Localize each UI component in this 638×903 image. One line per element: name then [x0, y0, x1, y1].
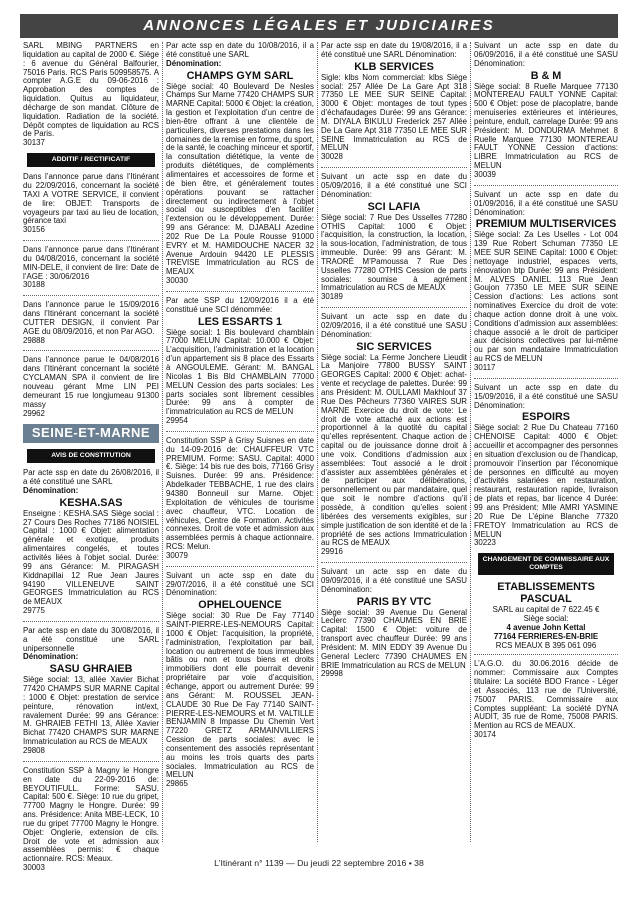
notice-ref: 29775 — [23, 606, 45, 616]
column-4 — [471, 40, 621, 848]
notice-ref: 30156 — [23, 225, 45, 235]
notice-body: Siège social: 39 Avenue Du General Leclerc 77390 CHAUMES EN BRIE Capital: 1500 € Objet: voiture de transport avec chauffeur Durée: 99 ans Président: M. MIN EDDY 39 Avenue Du General Leclerc 77390 CHAUMES EN BRIE Immatriculation au RCS de MELUN — [321, 607, 467, 670]
notice-ref: 30137 — [23, 138, 45, 148]
notice-ref: 30003 — [23, 863, 45, 873]
notice-ref: 29954 — [166, 416, 188, 426]
notice-etablissements-pascual — [474, 581, 618, 740]
company-name: ESPOIRS — [521, 411, 570, 424]
notice-premium-multiservices — [474, 191, 618, 373]
notice-intro: Par acte ssp en date du 10/08/2016, il a été constitué une SARL — [166, 41, 314, 59]
notice-ref: 30223 — [474, 538, 496, 548]
divider — [321, 562, 467, 563]
notice-body: Dans l’annonce parue dans l’Itinérant du 22/09/2016, concernant la société TAXI A VOTRE SERVICE, il convient de lire: OBJET: Transports de voyageurs par taxi au lieu de location, gérance taxi — [23, 172, 159, 226]
notice-body: Siège social: 30 Rue De Fay 77140 SAINT-PIERRE-LES-NEMOURS Capital: 1000 € Objet: l’acquisition, la propriété, l’administration, l’exploitation par bail, location ou autrement de tous immeubles bâtis ou non et tous biens et droits immobiliers dont elle pourrait devenir propriétaire par voie d’acquisition, échange, apport ou autrement Durée: 99 ans Gérant: M. ROUSSEL JEAN-CLAUDE 30 Rue De Fay 77140 SAINT-PIERRE-LES-NEMOURS et M. VALTILLE BENJAMIN 8 Impasse Du Chemin Vert 77220 GRETZ ARMAINVILLIERS Cession de parts sociales: avec le consentement des associés représentant au moins les trois quarts des parts sociales. Immatriculation au RCS de MELUN — [166, 611, 314, 780]
notice-body: Dans l’annonce parue le 15/09/2016 dans l’Itinérant concernant la société CUTTER DESIGN, il convient Par AGE du 08/09/2016, et non Par AGO. — [23, 300, 159, 336]
notice-sasu-ghraieb — [23, 627, 159, 756]
notice-chauffeur-vtc — [166, 437, 314, 561]
notice-body: SARL MBING PARTNERS en liquidation au capital de 2000 €. Siège : 6 avenue du Général Balfourier, 75016 Paris. RCS Paris 509958575. A compter A.G.E du 09-06-2016 : Approbation des comptes de liquidation. Quitus au liquidateur, décharge de son mandat. Clôture de liquidation. Radiation de la société. Dépôt comptes de liquidation au RCS de Paris. — [23, 41, 159, 139]
notice-body: Siège social: 2 Rue Du Chateau 77160 CHENOISE Capital: 4000 € Objet: accueillir et accompagner des personnes en situation d’exclusion ou de l’handicap, promouvoir l’insertion par l’économique de personnes en difficulté au moyen d’activités salariées en restauration, restaurant, restauration rapide, livraison de plats et repas, bar licence 4 Durée: 99 ans Président: Mlle AMRI YASMINE 20 Rue De L’épine Blanche 77320 FRETOY Immatriculation au RCS de MELUN — [474, 423, 618, 539]
notice-body: Siège social: 8 Ruelle Marquee 77130 MONTEREAU FAULT YONNE Capital: 500 € Objet: pose de placoplatre, bande menuiseries extérieures et intérieures, peinture, enduit, carrelage Durée: 99 ans Président: M. DONDURMA Mehmet 8 Ruelle Marquee 77130 MONTEREAU FAULT YONNE Cession d’actions: LIBRE Immatriculation au RCS de MELUN — [474, 81, 618, 171]
company-seat-label: Siège social: — [523, 614, 569, 624]
divider — [321, 307, 467, 308]
notice-body: Siège social: 40 Boulevard De Nesles Champs Sur Marne 77420 CHAMPS SUR MARNE Capital: 5000 € Objet: la création, la gestion et l’exploitation d’un centre de bien-être offrant à une clientèle de particuliers, diverses prestations dans les domaines de la remise en forme, du sport, de la santé, le coaching minceur et sportif, la consultation diététique, la vente de produits diététiques, de compléments alimentaires et accessoires de forme et de bien être, et généralement toutes opérations pouvant se rattacher directement ou indirectement à l’objet social ou susceptibles d’en faciliter l’extension ou le développement. Durée: 99 ans Gérance: M. DJABALI Azedine 202 Rue De La Poule Rousse 91000 EVRY et M. HAMIDOUCHE NACER 32 Avenue Ardouin 94420 LE PLESSIS TREVISE Immatriculation au RCS de MEAUX — [166, 81, 314, 277]
notice-ref: 30079 — [166, 550, 188, 560]
notice-body: Sigle: klbs Nom commercial: klbs Siège social: 257 Allée De La Gare Apt 318 77350 LE MEE SUR SEINE Capital: 3000 € Objet: montages de tout types d’échafaudages Durée: 99 ans Gérance: M. DIYALA BIKULU Frederick 257 Allée De La Gare Apt 318 77350 LE MEE SUR SEINE Immatriculation au RCS de MELUN — [321, 72, 467, 153]
notice-intro: Par acte SSP du 12/09/2016 il a été constitué une SCI dénommée: — [166, 295, 314, 314]
notice-body: Dans l’annonce parue le 04/08/2016 dans l’Itinérant concernant la société CYCLAMAN SPA il convient de lire nouveau gérant Mme LIN PEI demeurant 15 rue longjumeau 91300 massy — [23, 355, 159, 409]
notice-body: Siège social: 7 Rue Des Usselles 77280 OTHIS Capital: 1000 € Objet: l’acquisition, la construction, la location, la sous-location, l’administration, de tous immeuble. Durée: 99 ans Gérant: M. TRAORÉ M’Pamoussa 7 Rue Des Usselles 77280 OTHIS Cession de parts sociales: soumise à agrément Immatriculation au RCS de MEAUX — [321, 212, 467, 293]
notice-den: Dénomination: — [23, 485, 79, 495]
notice-body: Constitution SSP à Grisy Suisnes en date du 14-09-2016 de: CHAUFFEUR VTC PREMIUM. Forme: SASU. Capital: 4000 €. Siège: 14 bis rue des bois, 77166 Grisy Suisnes. Durée: 99 ans. Présidence: Abdelkader TEBBACHE, 1 rue des clairs 94380 Bonneuil sur Marne. Objet: Exploitation de véhicules de tourisme avec chauffeur, VTC. Location de véhicules, Centre de Formation. Activités connexes. Droit de vote et admission aux assemblées permis à chaque actionnaire. RCS: Melun. — [166, 435, 314, 552]
section-header-avis: AVIS DE CONSTITUTION — [27, 449, 155, 463]
column-3 — [318, 40, 470, 848]
notice-ref: 30030 — [166, 276, 188, 286]
notice-ophelouence — [166, 572, 314, 789]
notice-den: Dénomination: — [166, 58, 222, 68]
notice-ref: 29916 — [321, 547, 343, 557]
notice-body: L’A.G.O. du 30.06.2016 décide de nommer: Commissaire aux Comptes titulaire: La société BDO France - Léger et Associés, 113 rue de l’Université, 75007 PARIS. Commissaire aux Comptes suppléant: La société DYNA AUDIT, 35 rue de Rome, 75008 PARIS. Mention au RCS de MEAUX. — [474, 659, 618, 731]
section-banner: ANNONCES LÉGALES ET JUDICIAIRES — [20, 14, 618, 38]
notice-ref: 29808 — [23, 746, 45, 755]
notice-ref: 30117 — [474, 363, 496, 372]
divider — [166, 291, 314, 292]
notice-ref: 30039 — [474, 169, 496, 179]
notice-intro: Suivant un acte ssp en date du 05/09/2016, il a été constitué une SCI Dénomination: — [321, 172, 467, 199]
notice-den: Dénomination: — [23, 652, 79, 662]
notice-intro: Suivant un acte ssp en date du 09/09/2016, il a été constitué une SASU Dénomination: — [321, 567, 467, 594]
divider — [474, 185, 618, 186]
divider — [23, 240, 159, 241]
divider — [23, 621, 159, 622]
notice-intro: Par acte ssp en date du 19/08/2016, il a été constitué une SARL Dénomination: — [321, 41, 467, 59]
notice-ref: 30174 — [474, 730, 496, 740]
notice-additif-4 — [23, 356, 159, 418]
notice-b-and-m — [474, 42, 618, 180]
notice-klb-services — [321, 42, 467, 162]
divider — [166, 566, 314, 567]
company-name: SASU GHRAIEB — [49, 663, 133, 676]
notice-body: Constitution SSP à Magny le Hongre en date du 22-09-2016 de: BEYOUTIFULL. Forme: SASU. Capital: 500 €. Siège: 10 rue du gripet, 77700 Magny le Hongre. Durée: 99 ans. Présidence: Anita MBE-LECK, 10 rue du gripet 77700 Magny le Hongre. Objet: Onglerie, extension de cils. Droit de vote et admission aux assemblées permis: € chaque actionnaire. RCS: Meaux. — [23, 765, 159, 864]
company-name: CHAMPS GYM SARL — [186, 69, 294, 82]
notice-ref: 29998 — [321, 669, 343, 679]
notice-intro: Par acte ssp en date du 30/08/2016, il a été constitué une SARL unipersonnelle — [23, 625, 159, 653]
company-city: 77164 FERRIERES-EN-BRIE — [493, 631, 599, 641]
region-header: SEINE-ET-MARNE — [23, 424, 159, 443]
section-header-changement: CHANGEMENT DE COMMISSAIRE AUX COMPTES — [478, 553, 614, 575]
column-2 — [163, 40, 317, 848]
section-header-additif: ADDITIF / RECTIFICATIF — [27, 153, 155, 167]
company-name: KLB SERVICES — [354, 60, 434, 73]
notice-intro: Suivant un acte ssp en date du 01/09/2016, il a été constitué une SASU Dénomination: — [474, 189, 618, 217]
company-name: LES ESSARTS 1 — [198, 315, 282, 328]
notice-body: Siège social: 1 Bis boulevard chamblain 77000 MELUN Capital: 10.000 € Objet: L’acquisition, l’administration et la location d’un appartement sis 8 place des Essarts à ANGOULEME. Gérant: M. BANGAL Nicolas 1 Bis Bld CHAMBLAIN 77000 MELUN Cession des parts sociales: Les parts sociales sont librement cessibles Durée: 99 ans à compter de l’immatriculation au RCS de MELUN — [166, 327, 314, 417]
notice-body: Enseigne : KESHA.SAS Siège social : 27 Cours Des Roches 77186 NOISIEL Capital : 1000 € Objet: alimentation générale et exotique, produits alimentaires congelés, et toutes activités liées à l’objet social. Durée: 99 ans Gérance: M. PIRAGASH Kiddnapillai 12 Rue Jean Jaures 94190 VILLENEUVE SAINT GEORGES Immatriculation au RCS de MEAUX — [23, 508, 159, 607]
notice-ref: 29865 — [166, 779, 188, 789]
notice-paris-by-vtc — [321, 568, 467, 679]
divider — [474, 378, 618, 379]
notice-body: Dans l’annonce parue dans l’Itinérant du 04/08/2016, concernant la société MIN-DELE, il convient de lire: Date de l’AGE : 30/06/2016 — [23, 245, 159, 281]
notice-ref: 29962 — [23, 408, 45, 418]
company-name: PARIS BY VTC — [356, 595, 432, 608]
notice-sic-services — [321, 313, 467, 557]
notice-ref: 29888 — [23, 335, 45, 345]
notice-intro: Suivant un acte ssp en date du 29/07/2016, il a été constitué une SCI Dénomination: — [166, 570, 314, 598]
divider — [474, 654, 618, 655]
column-1 — [20, 40, 162, 873]
company-name: OPHELOUENCE — [198, 599, 282, 612]
notice-body: Siège social: La Ferme Jonchere Lieudit La Manjoire 77800 BUSSY SAINT GEORGES Capital: 2000 € Objet: achat-vente et recyclage de palettes. Durée: 99 ans Président: M. OULLAMI Makhlouf 37 Rue Des Pêcheurs 77360 VAIRES SUR MARNE Exercice du droit de vote: Le droit de vote attaché aux actions est proportionnel à la quotité du capital qu’elles représentent. Chaque action de capital ou de jouissance donne droit à une voix. Conditions d’admission aux assemblées: Tout associé a le droit d’assister aux assemblées générales et de participer aux délibérations, personnellement ou par mandataire, quel que soit le nombre d’actions qu’il possède, à condition qu’elles soient libérées des versements exigibles, sur simple justification de son identité et de la propriété de ses actions Immatriculation au RCS de MEAUX — [321, 352, 467, 548]
notice-intro: Suivant un acte ssp en date du 06/09/2016, il a été constitué une SASU Dénomination: — [474, 41, 618, 68]
notice-additif-3 — [23, 301, 159, 345]
notice-additif-1 — [23, 173, 159, 235]
notice-espoirs — [474, 384, 618, 548]
notice-sarl-mbing — [23, 42, 159, 148]
company-name: PREMIUM MULTISERVICES — [475, 218, 617, 231]
company-name: B & M — [530, 69, 562, 82]
divider — [321, 167, 467, 168]
notice-ref: 30189 — [321, 292, 343, 302]
company-address: 4 avenue John Kettal — [506, 622, 586, 632]
company-name: SIC SERVICES — [356, 340, 432, 353]
notice-sci-lafia — [321, 173, 467, 302]
notice-additif-2 — [23, 246, 159, 290]
company-rcs: RCS MEAUX B 395 061 096 — [495, 640, 597, 650]
notice-body: Siège social: 13, allée Xavier Bichat 77420 CHAMPS SUR MARNE Capital : 1000 € Objet: prestation de service peinture, rénovation int/ext, ravalement Durée: 99 ans Gérance: M. GHRAIEB FETHI 13, Allée Xavier Bichat 77420 CHAMPS SUR MARNE Immatriculation au RCS de MEAUX — [23, 675, 159, 747]
notice-ref: 30028 — [321, 152, 343, 162]
notice-intro: Par acte ssp en date du 26/08/2016, il a été constitué une SARL — [23, 468, 159, 487]
divider — [23, 350, 159, 351]
notice-les-essarts — [166, 297, 314, 426]
notice-intro: Suivant un acte ssp en date du 15/09/2016, il a été constitué une SASU Dénomination: — [474, 382, 618, 410]
notice-intro: Suivant un acte ssp en date du 02/09/2016, il a été constitué une SASU Dénomination: — [321, 312, 467, 339]
page-footer: L’Itinérant n° 1139 — Du jeudi 22 septembre 2016 • 38 — [214, 858, 424, 868]
notice-body: Siège social: Za Les Uselles - Lot 004 139 Rue Robert Schuman 77350 LE MEE SUR SEINE Capital: 1000 € Objet: nettoyage industriel, espaces verts, rénovation btp Durée: 99 ans Président: M. ALVES DANIEL 113 Rue Jean Goujon 77350 LE MEE SUR SEINE Cession d’actions: Les actions sont nominatives Exercice du droit de vote: chaque action donne droit à une voix. Conditions d’admission aux assemblées: chaque associé a le droit de participer aux décisions collectives par lui-même ou par son mandataire Immatriculation au RCS de MELUN — [474, 230, 618, 364]
company-capital: SARL au capital de 7 622.45 € — [492, 605, 600, 615]
company-name: ETABLISSEMENTS PASCUAL — [497, 581, 595, 606]
notice-kesha — [23, 469, 159, 616]
company-name: KESHA.SAS — [59, 496, 123, 509]
notice-ref: 30188 — [23, 280, 45, 290]
company-name: SCI LAFIA — [367, 200, 421, 213]
divider — [23, 761, 159, 762]
notice-champs-gym — [166, 42, 314, 286]
divider — [23, 295, 159, 296]
divider — [166, 431, 314, 432]
